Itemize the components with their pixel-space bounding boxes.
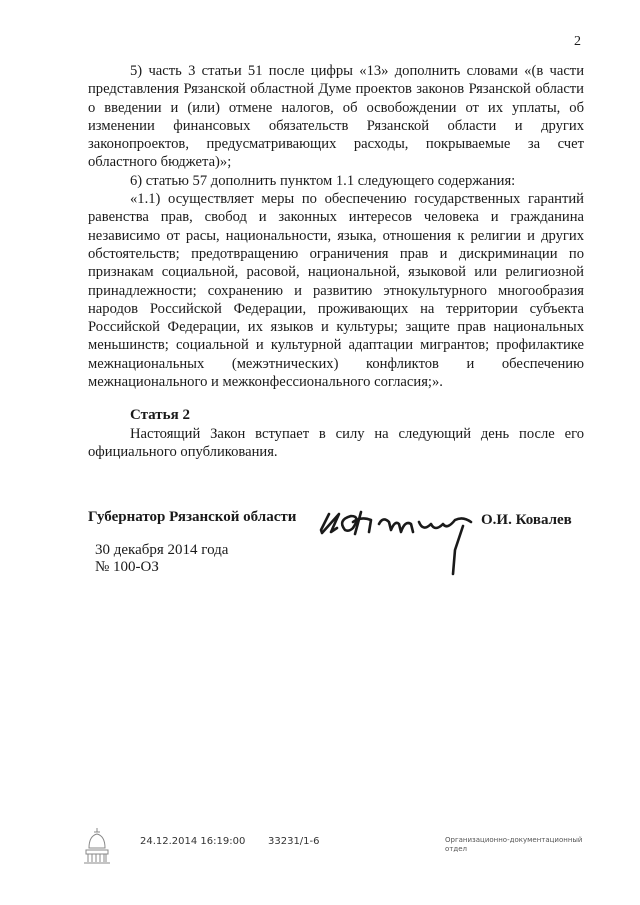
amendment-list [88,62,584,391]
amendment-item: 6) статью 57 дополнить пунктом 1.1 следующего содержания: [130,172,516,189]
law-details [95,542,228,576]
duma-logo [82,826,112,866]
amendment-item: 5) часть 3 статьи 51 после цифры «13» дополнить словами «(в части представления Рязанской областной Думе проектов законов Рязанской области о введении и (или) отмене налогов, об освобождении от их уплаты, об изменении финансовых обязательств Рязанской области и других законопроектов, предусматривающих расходы, покрываемые за счет областного бюджета)»; [88,63,584,171]
signatory-name: О.И. Ковалев [481,512,572,528]
article-section [88,425,584,462]
handwritten-signature [315,502,480,577]
footer-reg-number: 33231/1-6 [268,836,320,847]
footer-timestamp: 24.12.2014 16:19:00 [140,836,246,847]
governor-title: Губернатор Рязанской области [88,509,297,525]
amendment-item: «1.1) осуществляет меры по обеспечению государственных гарантий равенства прав, свобод и законных интересов человека и гражданина независимо от расы, национальности, языка, отношения к религии и других обстоятельств; предотвращению ограничения прав и дискриминации по признакам социальной, расовой, национальной, языковой или религиозной принадлежности; сохранению и развитию этнокультурного многообразия народов Российской Федерации, проживающих на территории субъекта Российской Федерации, их языков и культуры; защите прав национальных меньшинств; социальной и культурной адаптации мигрантов; профилактике межнациональных (межэтнических) конфликтов и обеспечению межнационального и межконфессионального согласия;». [88,191,584,391]
article-heading: Статья 2 [130,407,190,423]
page-number: 2 [574,34,581,49]
law-number: № 100-ОЗ [95,559,159,575]
article-text: Настоящий Закон вступает в силу на следующий день после его официального опубликования. [88,426,584,461]
law-date: 30 декабря 2014 года [95,542,229,558]
footer-department: Организационно-документационный отдел [445,836,583,853]
